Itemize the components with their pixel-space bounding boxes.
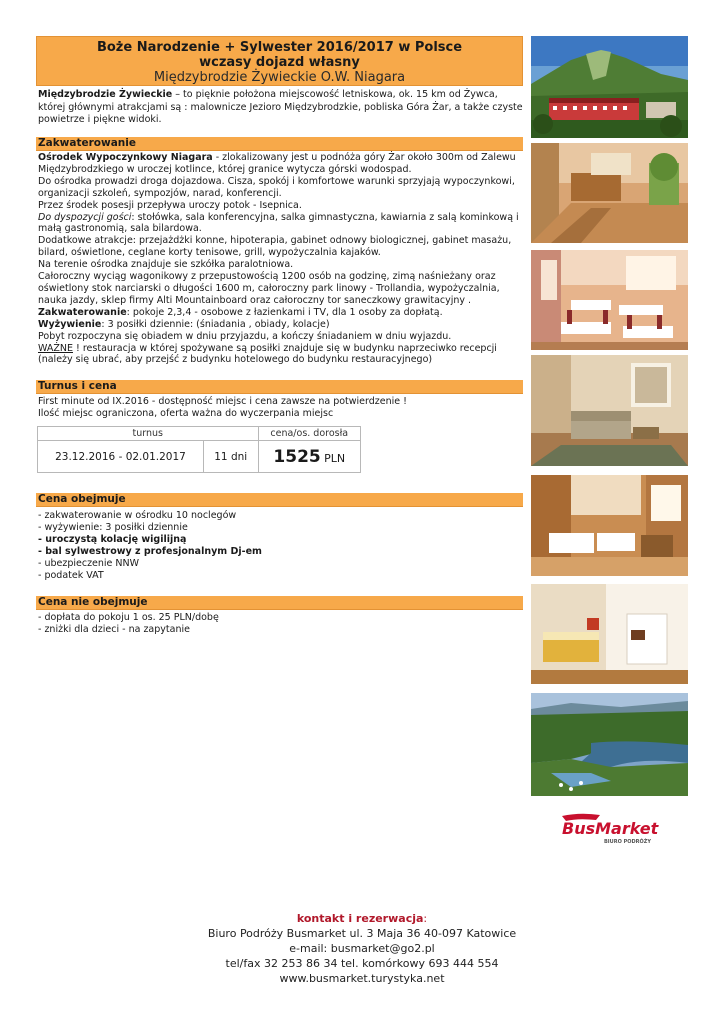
- contact-email[interactable]: e-mail: busmarket@go2.pl: [289, 942, 435, 955]
- section-accommodation-heading: Zakwaterowanie: [36, 137, 523, 151]
- contact-address: Biuro Podróży Busmarket ul. 3 Maja 36 40-097 Katowice: [207, 927, 517, 940]
- turnus-dates: 23.12.2016 - 02.01.2017: [38, 441, 204, 473]
- contact-phones: tel/fax 32 253 86 34 tel. komórkowy 693 444 554: [225, 957, 499, 970]
- accommodation-line3: Przez środek posesji przepływa uroczy potok - Isepnica.: [38, 199, 302, 211]
- photo-dining-room: [531, 250, 688, 350]
- list-item: - zniżki dla dzieci - na zapytanie: [38, 623, 190, 635]
- resort-desc: - zlokalizowany jest u podnóża góry Żar około 300m od Zalewu Międzybrodzkiego w uroczej kotlince, której granice wytycza górski wodospad.: [38, 152, 516, 175]
- page-title: Boże Narodzenie + Sylwester 2016/2017 w Polsce: [96, 40, 463, 55]
- meals-label: Wyżywienie: [38, 318, 102, 330]
- list-item: - bal sylwestrowy z profesjonalnym Dj-em: [38, 545, 262, 557]
- turnus-line1: First minute od IX.2016 - dostępność miejsc i cena zawsze na potwierdzenie !: [38, 396, 407, 407]
- meals-text: : 3 posiłki dziennie: (śniadania , obiady, kolacje): [101, 318, 330, 330]
- photo-bedroom-beds: [531, 475, 688, 576]
- photo-lake-landscape: [531, 693, 688, 796]
- page-subtitle: wczasy dojazd własny: [199, 55, 360, 70]
- photo-lounge: [531, 355, 688, 466]
- price-cell: [258, 441, 360, 473]
- includes-list: [38, 510, 523, 581]
- busmarket-logo: [560, 812, 670, 846]
- section-turnus-heading: Turnus i cena: [36, 380, 523, 394]
- list-item: - wyżywienie: 3 posiłki dziennie: [38, 521, 188, 533]
- col-turnus: turnus: [38, 427, 259, 441]
- col-price: cena/os. dorosła: [258, 427, 360, 441]
- contact-colon: :: [423, 912, 428, 925]
- list-item: - dopłata do pokoju 1 os. 25 PLN/dobę: [38, 612, 219, 623]
- list-item: - ubezpieczenie NNW: [38, 557, 140, 569]
- contact-block: [0, 911, 724, 986]
- price-table-header: [38, 427, 361, 441]
- logo-brand-text: BusMarket: [562, 819, 659, 838]
- accommodation-text: [38, 152, 523, 366]
- intro-paragraph: [38, 89, 523, 127]
- resort-name: Ośrodek Wypoczynkowy Niagara: [38, 152, 213, 163]
- guests-label: Do dyspozycji gości: [38, 211, 132, 223]
- paraglide-school: Na terenie ośrodka znajduje sie szkółka paralotniowa.: [38, 259, 294, 271]
- photo-lobby: [531, 143, 688, 243]
- guests-text: : stołówka, sala konferencyjna, salka gimnastyczna, kawiarnia z salą kominkową i małą gastronomią, sala bilardowa.: [38, 211, 519, 235]
- turnus-text: [38, 396, 523, 420]
- important-label: WAŻNE: [38, 342, 73, 354]
- list-item: - podatek VAT: [38, 569, 104, 581]
- title-box: [36, 36, 523, 86]
- important-text: ! restauracja w której spożywane są posiłki znajduje się w budynku naprzeciwko recepcji (należy się ubrać, aby przejść z budynku hotelowego do budynku restauracyjnego): [38, 342, 497, 366]
- intro-text: – to pięknie położona miejscowość letniskowa, ok. 15 km od Żywca, której głównymi atrakcjami są : malownicze Jezioro Międzybrodzkie, pobliska Góra Żar, a także czyste powietrze i piękne widoki.: [38, 89, 523, 125]
- turnus-line2: Ilość miejsc ograniczona, oferta ważna do wyczerpania miejsc: [38, 407, 334, 419]
- section-includes-heading: Cena obejmuje: [36, 493, 523, 507]
- price-table-row: [38, 441, 361, 473]
- price-table: [37, 426, 361, 473]
- price-currency: PLN: [324, 451, 346, 465]
- location-title: Międzybrodzie Żywieckie O.W. Niagara: [153, 70, 406, 85]
- excludes-list: [38, 612, 523, 636]
- turnus-days: 11 dni: [203, 441, 258, 473]
- list-item: - zakwaterowanie w ośrodku 10 noclegów: [38, 510, 237, 521]
- photo-bedroom-kitchen: [531, 584, 688, 684]
- contact-website[interactable]: www.busmarket.turystyka.net: [279, 972, 445, 985]
- rooms-text: : pokoje 2,3,4 - osobowe z łazienkami i TV, dla 1 osoby za dopłatą.: [126, 306, 443, 318]
- intro-bold: Międzybrodzie Żywieckie: [38, 89, 173, 100]
- rooms-label: Zakwaterowanie: [38, 306, 127, 318]
- logo-tagline-text: BIURO PODRÓŻY: [604, 839, 651, 845]
- photo-resort-mountain: [531, 36, 688, 138]
- stay-info: Pobyt rozpoczyna się obiadem w dniu przyjazdu, a kończy śniadaniem w dniu wyjazdu.: [38, 330, 452, 342]
- extra-attractions: Dodatkowe atrakcje: przejażdżki konne, hipoterapia, gabinet odnowy biologicznej, gabinet masażu, bilard, oświetlone, ceglane korty tenisowe, grill, wypożyczalnia kajaków.: [38, 235, 512, 259]
- section-excludes-heading: Cena nie obejmuje: [36, 596, 523, 610]
- accommodation-line2: Do ośrodka prowadzi droga dojazdowa. Cisza, spokój i komfortowe warunki sprzyjają wypoczynkowi, organizacji szkoleń, sympozjów, narad, konferencji.: [38, 175, 515, 199]
- yearround-lift: Całoroczny wyciąg wagonikowy z przepustowością 1200 osób na godzinę, zimą naśnieżany oraz oświetlony stok narciarski o długości 1600 m, całoroczny park linowy - Trollandia, wypożyczalnia, nauka jazdy, sklep firmy Alti Mountainboard oraz całoroczny tor saneczkowy grawitacyjny .: [38, 271, 500, 306]
- list-item: - uroczystą kolację wigilijną: [38, 533, 187, 545]
- contact-heading: kontakt i rezerwacja: [296, 912, 424, 925]
- price-value: 1525: [273, 446, 321, 467]
